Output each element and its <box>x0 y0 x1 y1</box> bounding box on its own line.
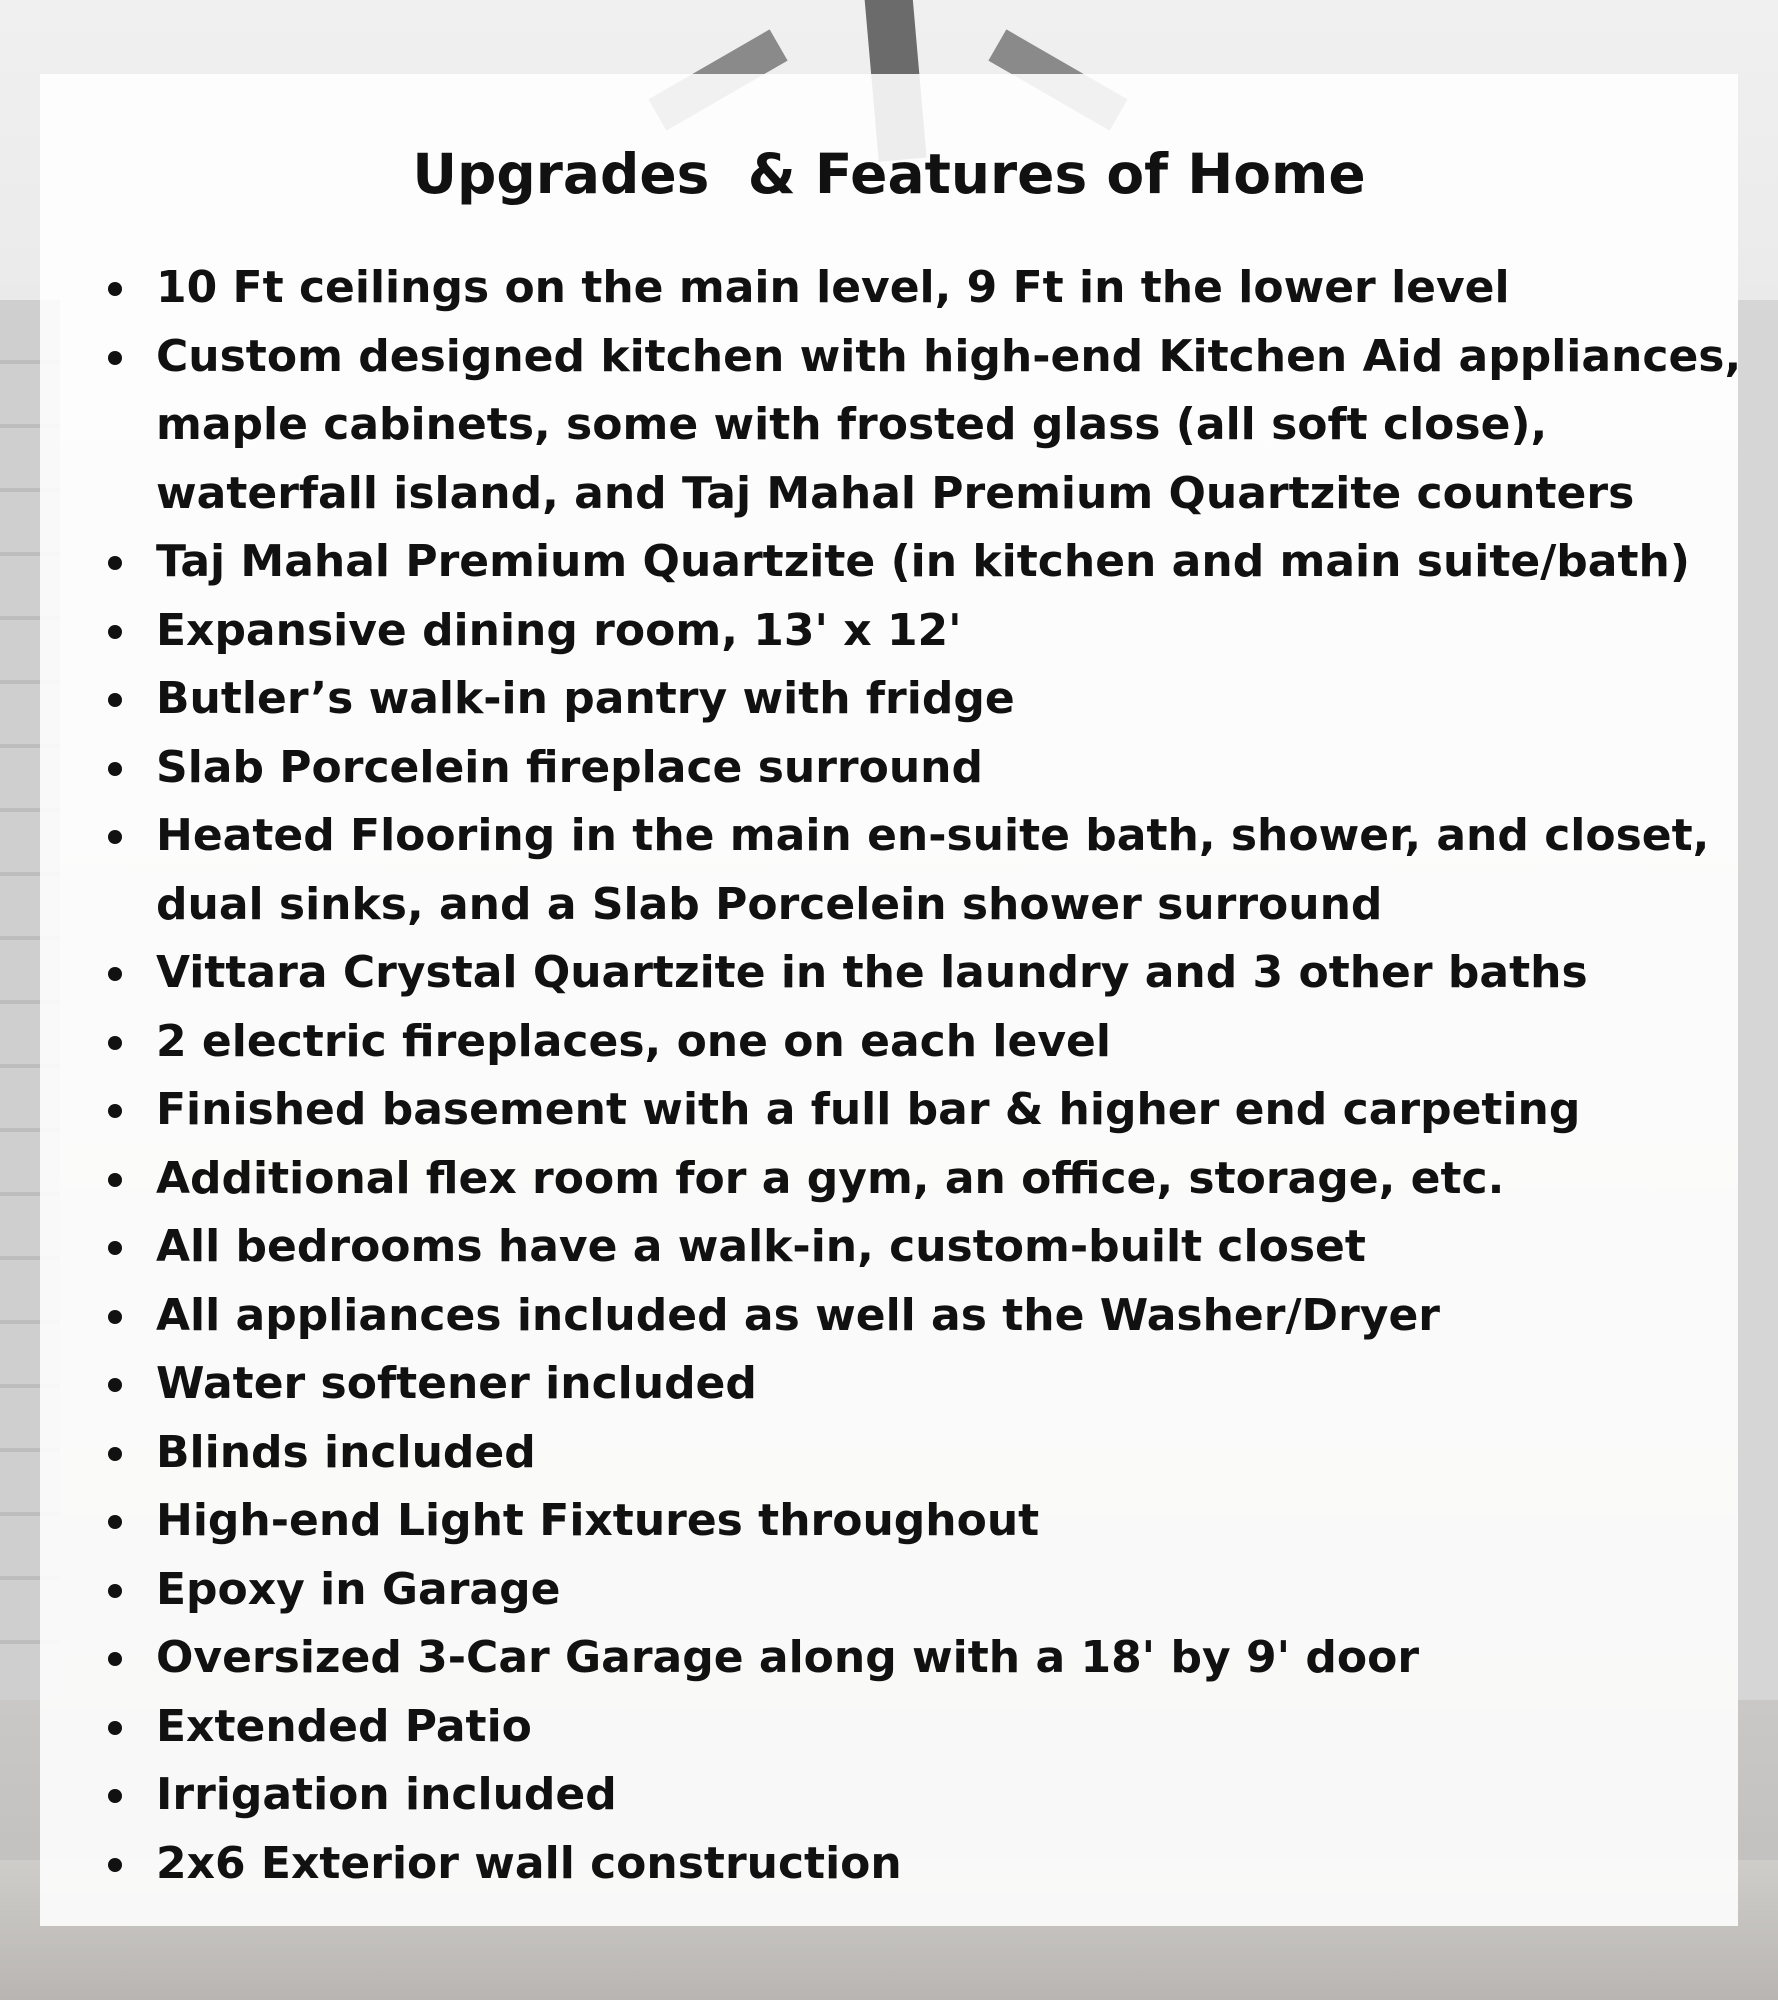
feature-text: Heated Flooring in the main en-suite bath, shower, and closet, <box>156 810 1710 861</box>
feature-item <box>108 254 1741 323</box>
feature-item <box>108 1350 1741 1419</box>
feature-item <box>108 665 1741 734</box>
feature-text: High-end Light Fixtures throughout <box>156 1495 1040 1546</box>
feature-text: Finished basement with a full bar & higher end carpeting <box>156 1084 1581 1135</box>
bullet-icon <box>108 556 122 570</box>
feature-text: Taj Mahal Premium Quartzite (in kitchen and main suite/bath) <box>156 536 1690 587</box>
feature-item <box>108 1487 1741 1556</box>
feature-text: Blinds included <box>156 1426 536 1478</box>
feature-text: Oversized 3-Car Garage along with a 18' by 9' door <box>156 1632 1420 1683</box>
feature-item <box>108 1761 1741 1830</box>
bullet-icon <box>108 625 122 639</box>
page-title: Upgrades & Features of Home <box>412 142 1366 206</box>
bullet-icon <box>108 830 122 844</box>
bullet-icon <box>108 1858 122 1872</box>
feature-text: maple cabinets, some with frosted glass (all soft close), <box>156 399 1548 450</box>
feature-item <box>108 1556 1741 1625</box>
feature-item <box>108 1008 1741 1077</box>
bullet-icon <box>108 351 122 365</box>
feature-text: All appliances included as well as the Washer/Dryer <box>156 1289 1440 1341</box>
feature-item <box>108 939 1741 1008</box>
feature-item <box>108 1213 1741 1282</box>
feature-item <box>108 1830 1741 1899</box>
bullet-icon <box>108 762 122 776</box>
feature-text: Water softener included <box>156 1358 757 1409</box>
feature-text: Additional flex room for a gym, an office, storage, etc. <box>156 1152 1505 1204</box>
feature-item <box>108 323 1741 529</box>
feature-item <box>108 597 1741 666</box>
feature-item <box>108 1282 1741 1351</box>
feature-text: 2 electric fireplaces, one on each level <box>156 1015 1111 1067</box>
bullet-icon <box>108 1241 122 1255</box>
bullet-icon <box>108 1104 122 1118</box>
bullet-icon <box>108 1310 122 1324</box>
feature-item <box>108 1693 1741 1762</box>
feature-text: waterfall island, and Taj Mahal Premium Quartzite counters <box>156 467 1635 519</box>
bullet-icon <box>108 1447 122 1461</box>
wall <box>1738 300 1778 1700</box>
bullet-icon <box>108 1789 122 1803</box>
feature-text: 2x6 Exterior wall construction <box>156 1837 902 1889</box>
bullet-icon <box>108 1584 122 1598</box>
feature-text: dual sinks, and a Slab Porcelein shower surround <box>156 878 1383 930</box>
bullet-icon <box>108 282 122 296</box>
feature-text: Vittara Crystal Quartzite in the laundry and 3 other baths <box>156 947 1588 998</box>
feature-item <box>108 802 1741 939</box>
feature-item <box>108 1419 1741 1488</box>
feature-text: Epoxy in Garage <box>156 1563 561 1615</box>
feature-text: Butler’s walk-in pantry with fridge <box>156 673 1015 724</box>
feature-item <box>108 1624 1741 1693</box>
features-list <box>108 254 1741 1898</box>
bullet-icon <box>108 967 122 981</box>
bullet-icon <box>108 1173 122 1187</box>
feature-item <box>108 734 1741 803</box>
bullet-icon <box>108 1515 122 1529</box>
bullet-icon <box>108 1378 122 1392</box>
feature-text: Slab Porcelein fireplace surround <box>156 741 983 793</box>
feature-text: Extended Patio <box>156 1700 532 1752</box>
feature-text: Expansive dining room, 13' x 12' <box>156 604 962 656</box>
bullet-icon <box>108 1721 122 1735</box>
bullet-icon <box>108 1036 122 1050</box>
feature-item <box>108 1145 1741 1214</box>
bullet-icon <box>108 1652 122 1666</box>
feature-text: 10 Ft ceilings on the main level, 9 Ft in the lower level <box>156 262 1510 313</box>
feature-text: Irrigation included <box>156 1769 617 1820</box>
feature-text: All bedrooms have a walk-in, custom-built closet <box>156 1221 1366 1272</box>
feature-item <box>108 1076 1741 1145</box>
bullet-icon <box>108 693 122 707</box>
feature-text: Custom designed kitchen with high-end Kitchen Aid appliances, <box>156 330 1742 382</box>
feature-item <box>108 528 1741 597</box>
